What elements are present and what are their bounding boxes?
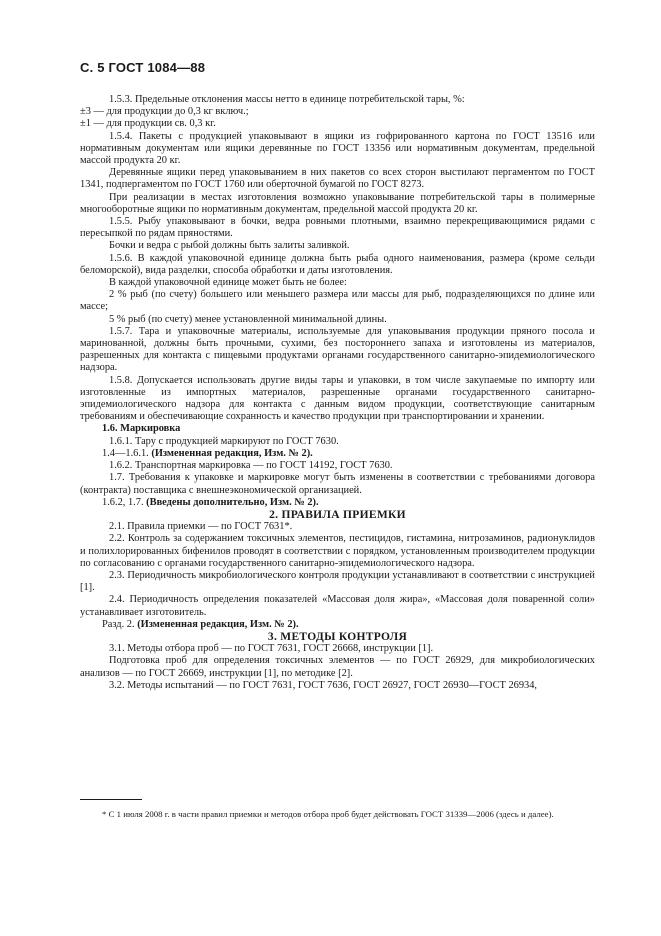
paragraph: 2 % рыб (по счету) большего или меньшего размера или массы для рыб, подразделяющихся по длине или массе; bbox=[80, 289, 595, 313]
edition-note-label: (Введены дополнительно, Изм. № 2). bbox=[146, 496, 319, 508]
paragraph: ±3 — для продукции до 0,3 кг включ.; bbox=[80, 106, 249, 118]
edition-note-ref: 1.6.2, 1.7. bbox=[102, 496, 147, 508]
paragraph: 3.1. Методы отбора проб — по ГОСТ 7631, ГОСТ 26668, инструкции [1]. bbox=[109, 643, 434, 655]
paragraph: 1.5.5. Рыбу упаковывают в бочки, ведра ровными плотными, взаимно перекрещивающимися рядами с пересыпкой по рядам пряностями. bbox=[80, 216, 595, 240]
document-body bbox=[80, 94, 595, 692]
edition-note-label: (Измененная редакция, Изм. № 2). bbox=[151, 447, 313, 459]
edition-note bbox=[80, 448, 595, 460]
paragraph: Бочки и ведра с рыбой должны быть залиты заливкой. bbox=[109, 240, 350, 252]
paragraph: Деревянные ящики перед упаковыванием в них пакетов со всех сторон выстилают пергаментом по ГОСТ 1341, подпергаментом по ГОСТ 1760 или оберточной бумагой по ГОСТ 8273. bbox=[80, 167, 595, 191]
paragraph: 3.2. Методы испытаний — по ГОСТ 7631, ГОСТ 7636, ГОСТ 26927, ГОСТ 26930—ГОСТ 26934, bbox=[109, 679, 538, 691]
edition-note-label: (Измененная редакция, Изм. № 2). bbox=[137, 618, 299, 630]
paragraph: В каждой упаковочной единице может быть не более: bbox=[109, 277, 347, 289]
page-header: С. 5 ГОСТ 1084—88 bbox=[80, 60, 206, 75]
paragraph: 1.5.8. Допускается использовать другие виды тары и упаковки, в том числе закупаемые по импорту или изготовленные из импортных материалов, разрешенные органами государственного санитарно-эпидемиологического надзора для контакта с данным видом продукции, соответствующие санитарным требованиям и обеспечивающие сохранность и качество продукции при транспортировании и хранении. bbox=[80, 374, 595, 423]
section-title: 2. ПРАВИЛА ПРИЕМКИ bbox=[269, 508, 406, 521]
paragraph: 1.5.7. Тара и упаковочные материалы, используемые для упаковывания продукции пряного посола и маринованной, должны быть прочными, сухими, без постороннего запаха и изготовлены из материалов, разрешенных для контакта с пищевыми продуктами органами государственного санитарно-эпидемиологического надзора. bbox=[80, 325, 595, 374]
footnote: * С 1 июля 2008 г. в части правил приемки и методов отбора проб будет действовать ГОСТ 31339—2006 (здесь и далее). bbox=[102, 809, 554, 819]
footnote-divider bbox=[80, 799, 142, 800]
paragraph: 2.3. Периодичность микробиологического контроля продукции устанавливают в соответствии с инструкцией [1]. bbox=[80, 569, 595, 594]
paragraph: Подготовка проб для определения токсичных элементов — по ГОСТ 26929, для микробиологических анализов — по ГОСТ 26669, инструкции [1], по методике [2]. bbox=[80, 655, 595, 679]
edition-note bbox=[80, 619, 595, 631]
paragraph: 2.1. Правила приемки — по ГОСТ 7631*. bbox=[109, 521, 293, 533]
paragraph: 2.4. Периодичность определения показателей «Массовая доля жира», «Массовая доля поваренной соли» устанавливает изготовитель. bbox=[80, 594, 595, 618]
paragraph: 2.2. Контроль за содержанием токсичных элементов, пестицидов, гистамина, нитрозаминов, радионуклидов и полихлорированных бифенилов проводят в соответствии с порядком, установленным производителем продукции по согласованию с органами государственного санитарно-эпидемиологического надзора. bbox=[80, 533, 595, 569]
edition-note-ref: Разд. 2. bbox=[102, 618, 138, 630]
paragraph: 1.6.2. Транспортная маркировка — по ГОСТ 14192, ГОСТ 7630. bbox=[109, 460, 393, 472]
section-title: 3. МЕТОДЫ КОНТРОЛЯ bbox=[267, 630, 408, 643]
paragraph: 1.6.1. Тару с продукцией маркируют по ГОСТ 7630. bbox=[109, 435, 339, 447]
paragraph: 1.7. Требования к упаковке и маркировке могут быть изменены в соответствии с требованиями договора (контракта) поставщика с внешнеэкономической организацией. bbox=[80, 472, 595, 496]
subsection-title: 1.6. Маркировка bbox=[102, 423, 181, 435]
paragraph: 1.5.3. Предельные отклонения массы нетто в единице потребительской тары, %: bbox=[109, 94, 465, 105]
paragraph: ±1 — для продукции св. 0,3 кг. bbox=[80, 118, 216, 130]
paragraph: 5 % рыб (по счету) менее установленной минимальной длины. bbox=[109, 313, 387, 325]
paragraph: 1.5.6. В каждой упаковочной единице должна быть рыба одного наименования, размера (кроме сельди беломорской), вида разделки, способа обработки и даты изготовления. bbox=[80, 252, 595, 276]
paragraph: 1.5.4. Пакеты с продукцией упаковывают в ящики из гофрированного картона по ГОСТ 13516 или нормативным документам или ящики деревянные по ГОСТ 13356 или нормативным документам, предельной массой продукта 20 кг. bbox=[80, 130, 595, 167]
paragraph: При реализации в местах изготовления возможно упаковывание потребительской тары в полимерные многооборотные ящики по нормативным документам, предельной массой продукта 20 кг. bbox=[80, 191, 595, 215]
edition-note-ref: 1.4—1.6.1. bbox=[102, 447, 152, 459]
edition-note bbox=[80, 497, 595, 509]
